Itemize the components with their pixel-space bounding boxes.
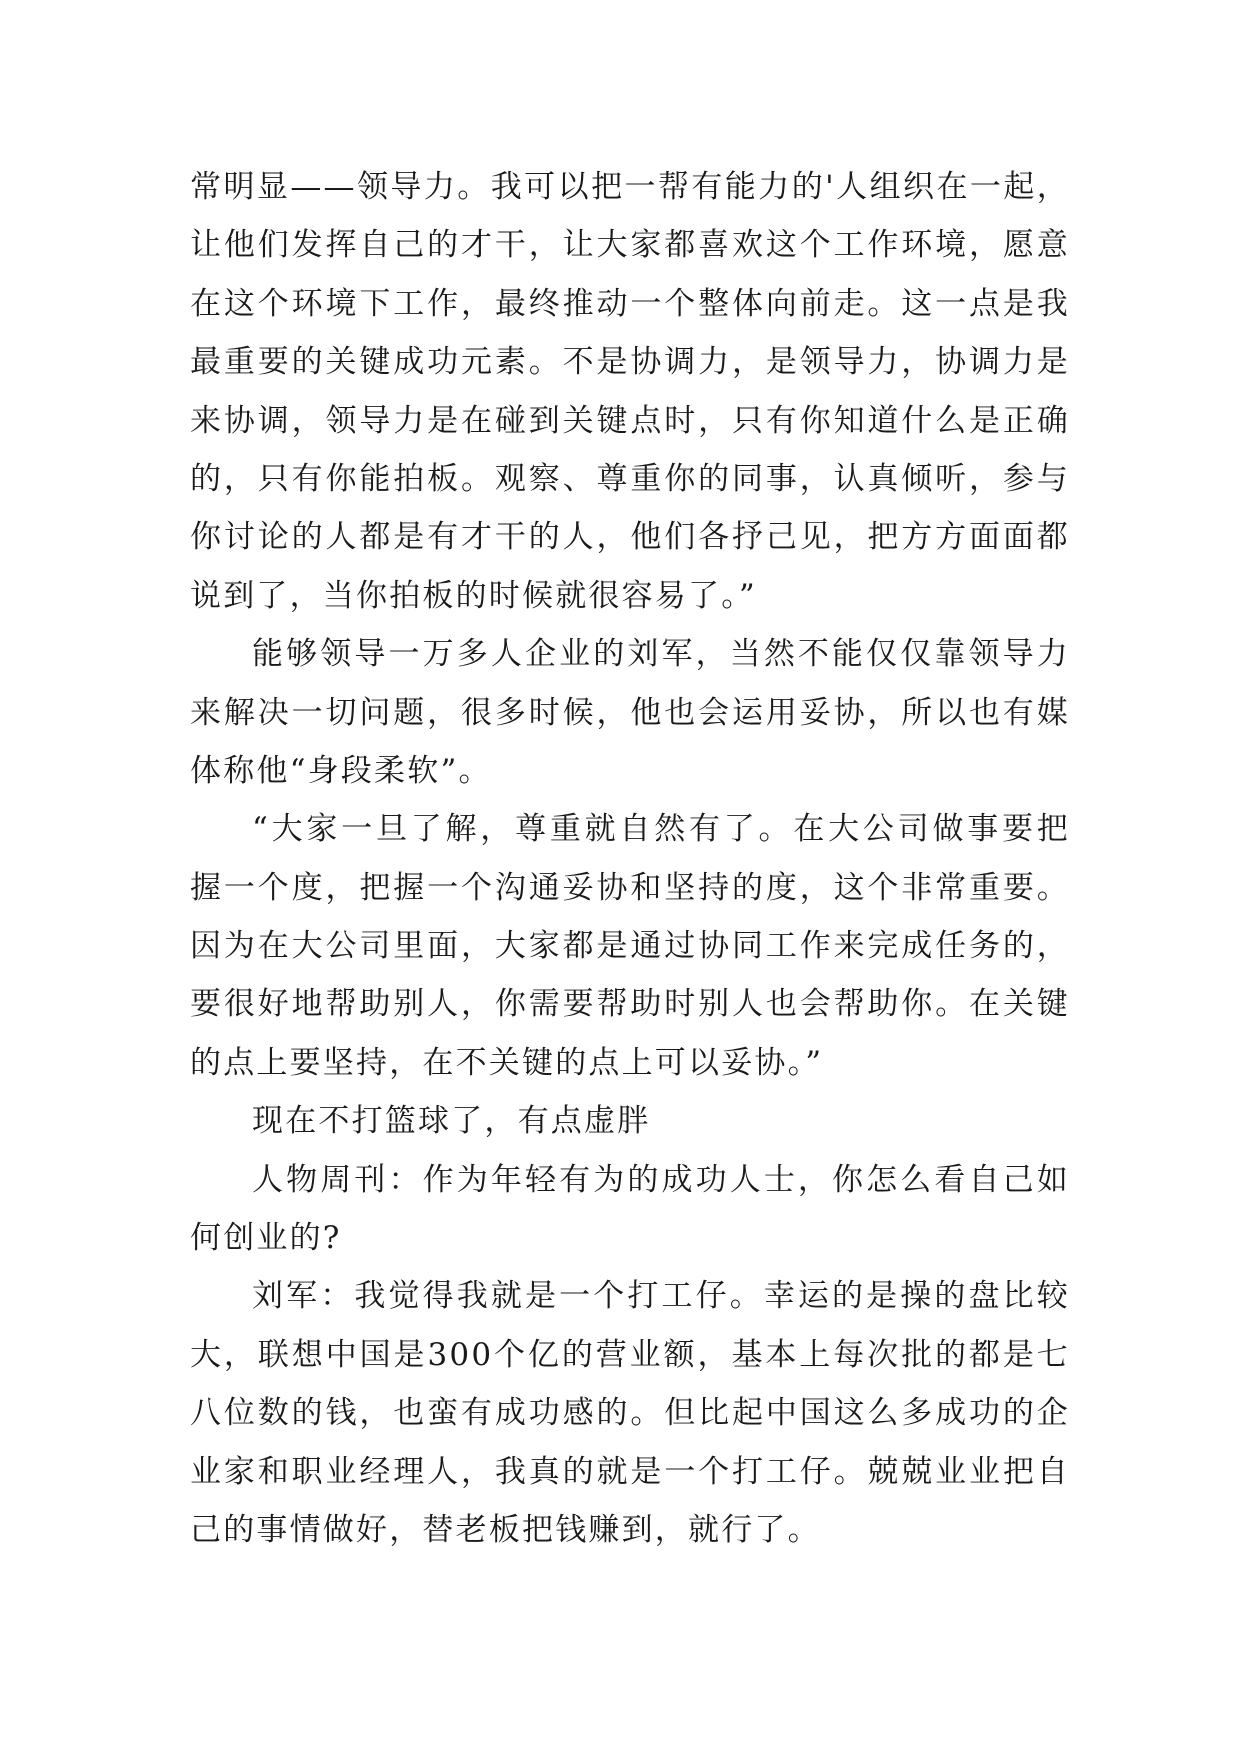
text-line: 的点上要坚持，在不关键的点上可以妥协。”: [190, 1044, 824, 1081]
text-line: 在这个环境下工作，最终推动一个整体向前走。这一点是我: [190, 285, 1070, 322]
text-line: 大，联想中国是300个亿的营业额，基本上每次批的都是七: [190, 1336, 1070, 1373]
text-line: 己的事情做好，替老板把钱赚到，就行了。: [190, 1511, 821, 1548]
text-line: “大家一旦了解，尊重就自然有了。在大公司做事要把: [252, 811, 1070, 848]
text-line: 何创业的?: [190, 1220, 342, 1257]
text-line: 来协调，领导力是在碰到关键点时，只有你知道什么是正确: [190, 402, 1070, 439]
text-line: 让他们发挥自己的才干，让大家都喜欢这个工作环境，愿意: [190, 227, 1070, 264]
text-line: 常明显——领导力。我可以把一帮有能力的'人组织在一起，: [190, 169, 1070, 205]
text-line: 体称他“身段柔软”。: [190, 752, 492, 789]
text-line: 人物周刊：作为年轻有为的成功人士，你怎么看自己如: [252, 1161, 1070, 1198]
text-line: 要很好地帮助别人，你需要帮助时别人也会帮助你。在关键: [190, 986, 1070, 1023]
text-line: 能够领导一万多人企业的刘军，当然不能仅仅靠领导力: [252, 636, 1070, 673]
text-line: 业家和职业经理人，我真的就是一个打工仔。兢兢业业把自: [190, 1453, 1070, 1490]
text-line: 说到了，当你拍板的时候就很容易了。”: [190, 577, 757, 614]
text-line: 现在不打篮球了，有点虚胖: [252, 1103, 651, 1140]
text-line: 的，只有你能拍板。观察、尊重你的同事，认真倾听，参与: [190, 460, 1070, 497]
body-text: [190, 158, 1070, 1559]
text-line: 因为在大公司里面，大家都是通过协同工作来完成任务的，: [190, 928, 1070, 965]
text-line: 八位数的钱，也蛮有成功感的。但比起中国这么多成功的企: [190, 1395, 1070, 1432]
text-line: 刘军：我觉得我就是一个打工仔。幸运的是操的盘比较: [252, 1278, 1070, 1315]
text-line: 握一个度，把握一个沟通妥协和坚持的度，这个非常重要。: [190, 869, 1070, 906]
text-line: 最重要的关键成功元素。不是协调力，是领导力，协调力是: [190, 344, 1070, 381]
text-line: 来解决一切问题，很多时候，他也会运用妥协，所以也有媒: [190, 694, 1070, 731]
text-line: 你讨论的人都是有才干的人，他们各抒己见，把方方面面都: [190, 519, 1070, 556]
